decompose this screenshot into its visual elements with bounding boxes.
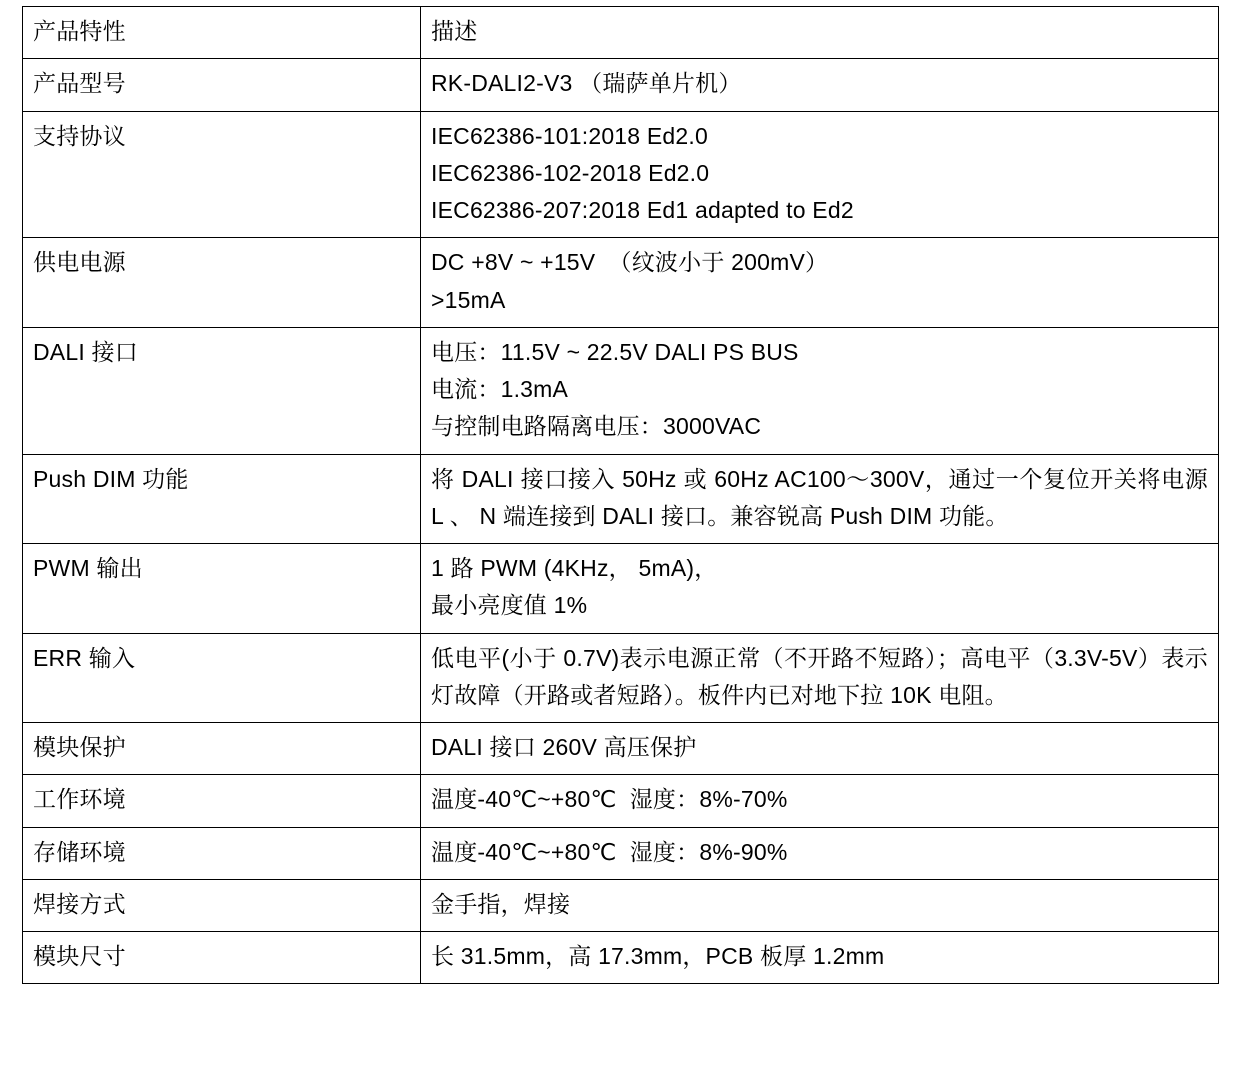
- description-line: IEC62386-102-2018 Ed2.0: [431, 159, 710, 186]
- table-row: [23, 775, 1219, 827]
- description-line: 温度-40℃~+80℃ 湿度：8%-90%: [431, 838, 788, 865]
- description-line: 将 DALI 接口接入 50Hz 或 60Hz AC100～300V，通过一个复位开关将电源 L 、 N 端连接到 DALI 接口。兼容锐高 Push DIM 功能。: [431, 465, 1215, 529]
- feature-text: 模块尺寸: [33, 943, 126, 969]
- feature-cell: [23, 879, 421, 931]
- feature-text: PWM 输出: [33, 555, 143, 581]
- feature-cell: [23, 932, 421, 984]
- feature-text: 供电电源: [33, 249, 126, 276]
- table-row: [23, 827, 1219, 879]
- table-row: [23, 544, 1219, 634]
- description-cell: [421, 454, 1219, 544]
- feature-cell: [23, 111, 421, 238]
- table-row: [23, 879, 1219, 931]
- description-cell: [421, 932, 1219, 984]
- table-row: [23, 111, 1219, 238]
- description-line: 长 31.5mm，高 17.3mm，PCB 板厚 1.2mm: [431, 943, 885, 969]
- feature-text: 支持协议: [33, 122, 126, 149]
- description-cell: [421, 544, 1219, 634]
- feature-cell: [23, 59, 421, 111]
- table-row: [23, 723, 1219, 775]
- feature-text: 存储环境: [33, 838, 126, 865]
- table-body: [23, 7, 1219, 984]
- feature-cell: [23, 544, 421, 634]
- description-line: >15mA: [431, 286, 506, 313]
- feature-text: Push DIM 功能: [33, 465, 189, 492]
- table-row: [23, 633, 1219, 723]
- feature-text: DALI 接口: [33, 338, 138, 365]
- description-line: 温度-40℃~+80℃ 湿度：8%-70%: [431, 786, 788, 813]
- table-row: [23, 59, 1219, 111]
- description-cell: [421, 238, 1219, 328]
- feature-text: 产品特性: [33, 18, 126, 44]
- feature-text: 产品型号: [33, 70, 126, 97]
- description-line: 金手指，焊接: [431, 890, 571, 917]
- description-cell: [421, 827, 1219, 879]
- description-line: IEC62386-101:2018 Ed2.0: [431, 122, 708, 149]
- table-row: [23, 327, 1219, 454]
- feature-cell: [23, 633, 421, 723]
- description-line: DC +8V ~ +15V （纹波小于 200mV）: [431, 249, 829, 276]
- description-line: 低电平(小于 0.7V)表示电源正常（不开路不短路）；高电平（3.3V-5V）表示灯故障（开路或者短路）。板件内已对地下拉 10K 电阻。: [431, 644, 1208, 708]
- description-line: IEC62386-207:2018 Ed1 adapted to Ed2: [431, 197, 854, 223]
- description-cell: [421, 7, 1219, 59]
- product-specification-table: [22, 6, 1219, 984]
- description-line: 最小亮度值 1%: [431, 592, 588, 619]
- description-line: 电压：11.5V ~ 22.5V DALI PS BUS: [431, 338, 799, 365]
- table-row: [23, 932, 1219, 984]
- description-cell: [421, 59, 1219, 111]
- description-cell: [421, 633, 1219, 723]
- table-row: [23, 238, 1219, 328]
- table-row: [23, 7, 1219, 59]
- feature-cell: [23, 7, 421, 59]
- feature-cell: [23, 723, 421, 775]
- description-line: RK-DALI2-V3 （瑞萨单片机）: [431, 70, 742, 97]
- description-cell: [421, 775, 1219, 827]
- table-row: [23, 454, 1219, 544]
- description-line: DALI 接口 260V 高压保护: [431, 734, 697, 760]
- description-cell: [421, 111, 1219, 238]
- feature-cell: [23, 775, 421, 827]
- feature-text: 焊接方式: [33, 890, 126, 917]
- description-cell: [421, 879, 1219, 931]
- feature-text: 模块保护: [33, 734, 126, 760]
- feature-cell: [23, 238, 421, 328]
- description-line: 描述: [431, 18, 478, 44]
- description-line: 1 路 PWM (4KHz， 5mA)，: [431, 555, 718, 581]
- description-line: 电流：1.3mA: [431, 376, 569, 402]
- description-cell: [421, 327, 1219, 454]
- description-line: 与控制电路隔离电压：3000VAC: [431, 413, 762, 440]
- feature-cell: [23, 327, 421, 454]
- feature-text: ERR 输入: [33, 644, 136, 671]
- feature-cell: [23, 454, 421, 544]
- feature-cell: [23, 827, 421, 879]
- description-cell: [421, 723, 1219, 775]
- feature-text: 工作环境: [33, 786, 126, 813]
